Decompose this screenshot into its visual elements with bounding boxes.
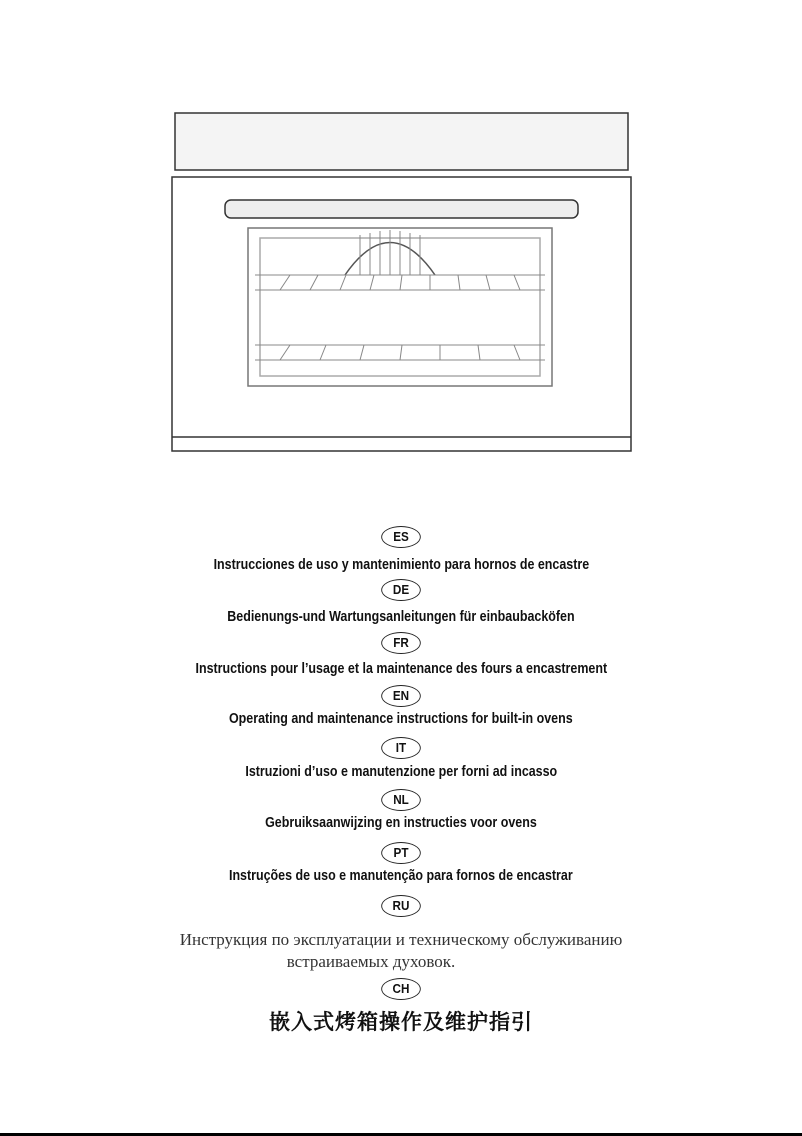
language-badge-en: EN [381, 685, 421, 707]
language-badge-nl: NL [381, 789, 421, 811]
language-badge-ch: CH [381, 978, 421, 1000]
language-badge-de: DE [381, 579, 421, 601]
title-ru-line1: Инструкция по эксплуатации и техническому обслуживанию [179, 930, 623, 949]
language-badge-ru: RU [381, 895, 421, 917]
title-fr: Instructions pour l’usage et la maintenance des fours a encastrement [195, 661, 607, 677]
title-it: Istruzioni d’uso e manutenzione per forni ad incasso [245, 764, 557, 780]
title-de: Bedienungs-und Wartungsanleitungen für einbaubacköfen [227, 609, 575, 625]
title-nl: Gebruiksaanwijzing en instructies voor ovens [265, 815, 537, 831]
language-badge-it: IT [381, 737, 421, 759]
title-ch: 嵌入式烤箱操作及维护指引 [269, 1011, 533, 1034]
oven-illustration [160, 105, 640, 460]
title-pt: Instruções de uso e manutenção para fornos de encastrar [229, 868, 573, 884]
title-en: Operating and maintenance instructions for built-in ovens [229, 711, 573, 727]
language-badge-pt: PT [381, 842, 421, 864]
language-badge-fr: FR [381, 632, 421, 654]
title-es: Instrucciones de uso y mantenimiento para hornos de encastre [213, 557, 589, 573]
language-badge-es: ES [381, 526, 421, 548]
title-ru-line2: встраиваемых духовок. [286, 952, 456, 971]
